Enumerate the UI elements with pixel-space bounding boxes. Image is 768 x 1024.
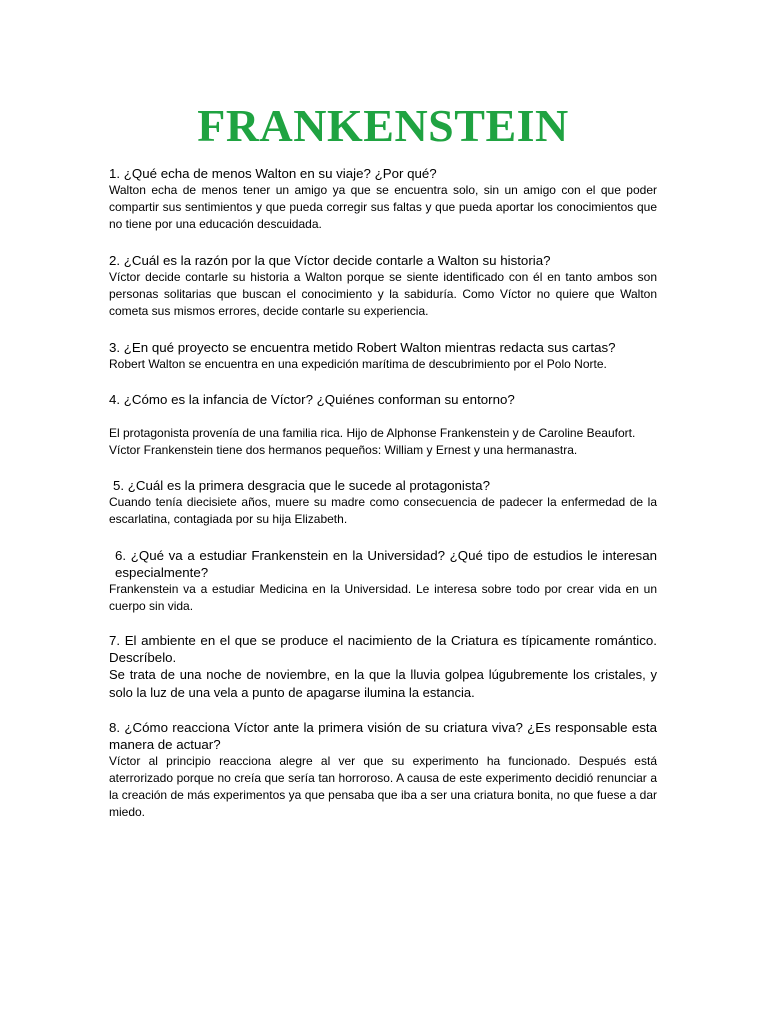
qa-item-1 <box>109 165 657 233</box>
answer-2-text: Víctor decide contarle su historia a Walton porque se siente identificado con él en tanto ambos son personas solitarias que buscan el conocimiento y la sabiduría. Como Víctor no quiere que Walton cometa sus mismos errores, decide contarle su experiencia. <box>109 270 657 318</box>
qa-item-8 <box>109 719 657 821</box>
answer-6 <box>109 581 657 615</box>
document-page <box>109 0 657 821</box>
answer-2 <box>109 269 657 320</box>
qa-item-6 <box>109 547 657 615</box>
answer-7-text: Se trata de una noche de noviembre, en la que la lluvia golpea lúgubremente los cristales, y solo la luz de una vela a punto de apagarse ilumina la estancia. <box>109 667 657 700</box>
answer-3-text: Robert Walton se encuentra en una expedición marítima de descubrimiento por el Polo Norte. <box>109 357 607 371</box>
question-1: 1. ¿Qué echa de menos Walton en su viaje? ¿Por qué? <box>109 166 437 181</box>
answer-8-text: Víctor al principio reacciona alegre al ver que su experimento ha funcionado. Después está aterrorizado porque no creía que sería tan horroroso. A causa de este experimento decidió renunciar a la creación de más experimentos ya que pensaba que iba a ser una criatura bonita, no que fuese a dar miedo. <box>109 754 657 819</box>
answer-4-text-1: El protagonista provenía de una familia rica. Hijo de Alphonse Frankenstein y de Caroline Beaufort. <box>109 426 636 440</box>
qa-item-7 <box>109 632 657 702</box>
qa-item-4 <box>109 391 657 459</box>
question-8: 8. ¿Cómo reacciona Víctor ante la primera visión de su criatura viva? ¿Es responsable esta manera de actuar? <box>109 720 657 752</box>
answer-7 <box>109 666 657 702</box>
answer-4-text-2: Víctor Frankenstein tiene dos hermanos pequeños: William y Ernest y una hermanastra. <box>109 443 578 457</box>
question-5: 5. ¿Cuál es la primera desgracia que le sucede al protagonista? <box>113 478 490 493</box>
question-2: 2. ¿Cuál es la razón por la que Víctor decide contarle a Walton su historia? <box>109 253 551 268</box>
answer-6-text: Frankenstein va a estudiar Medicina en la Universidad. Le interesa sobre todo por crear vida en un cuerpo sin vida. <box>109 582 657 613</box>
answer-4 <box>109 425 657 459</box>
answer-5-text: Cuando tenía diecisiete años, muere su madre como consecuencia de padecer la enfermedad de la escarlatina, contagiada por su hija Elizabeth. <box>109 495 657 526</box>
answer-5 <box>109 494 657 528</box>
document-title: FRANKENSTEIN <box>197 100 569 151</box>
question-4: 4. ¿Cómo es la infancia de Víctor? ¿Quiénes conforman su entorno? <box>109 392 515 407</box>
answer-1-text: Walton echa de menos tener un amigo ya que se encuentra solo, sin un amigo con el que poder compartir sus sentimientos y que pueda corregir sus faltas y que pueda aportar los conocimientos que no tiene por una educación descuidada. <box>109 183 657 231</box>
answer-1 <box>109 182 657 233</box>
answer-8 <box>109 753 657 821</box>
question-6: 6. ¿Qué va a estudiar Frankenstein en la Universidad? ¿Qué tipo de estudios le interesan especialmente? <box>115 548 657 580</box>
qa-item-2 <box>109 252 657 320</box>
answer-3 <box>109 356 657 373</box>
question-3: 3. ¿En qué proyecto se encuentra metido Robert Walton mientras redacta sus cartas? <box>109 340 616 355</box>
question-7: 7. El ambiente en el que se produce el nacimiento de la Criatura es típicamente romántico. Descríbelo. <box>109 633 657 665</box>
qa-item-3 <box>109 339 657 373</box>
qa-item-5 <box>109 477 657 528</box>
